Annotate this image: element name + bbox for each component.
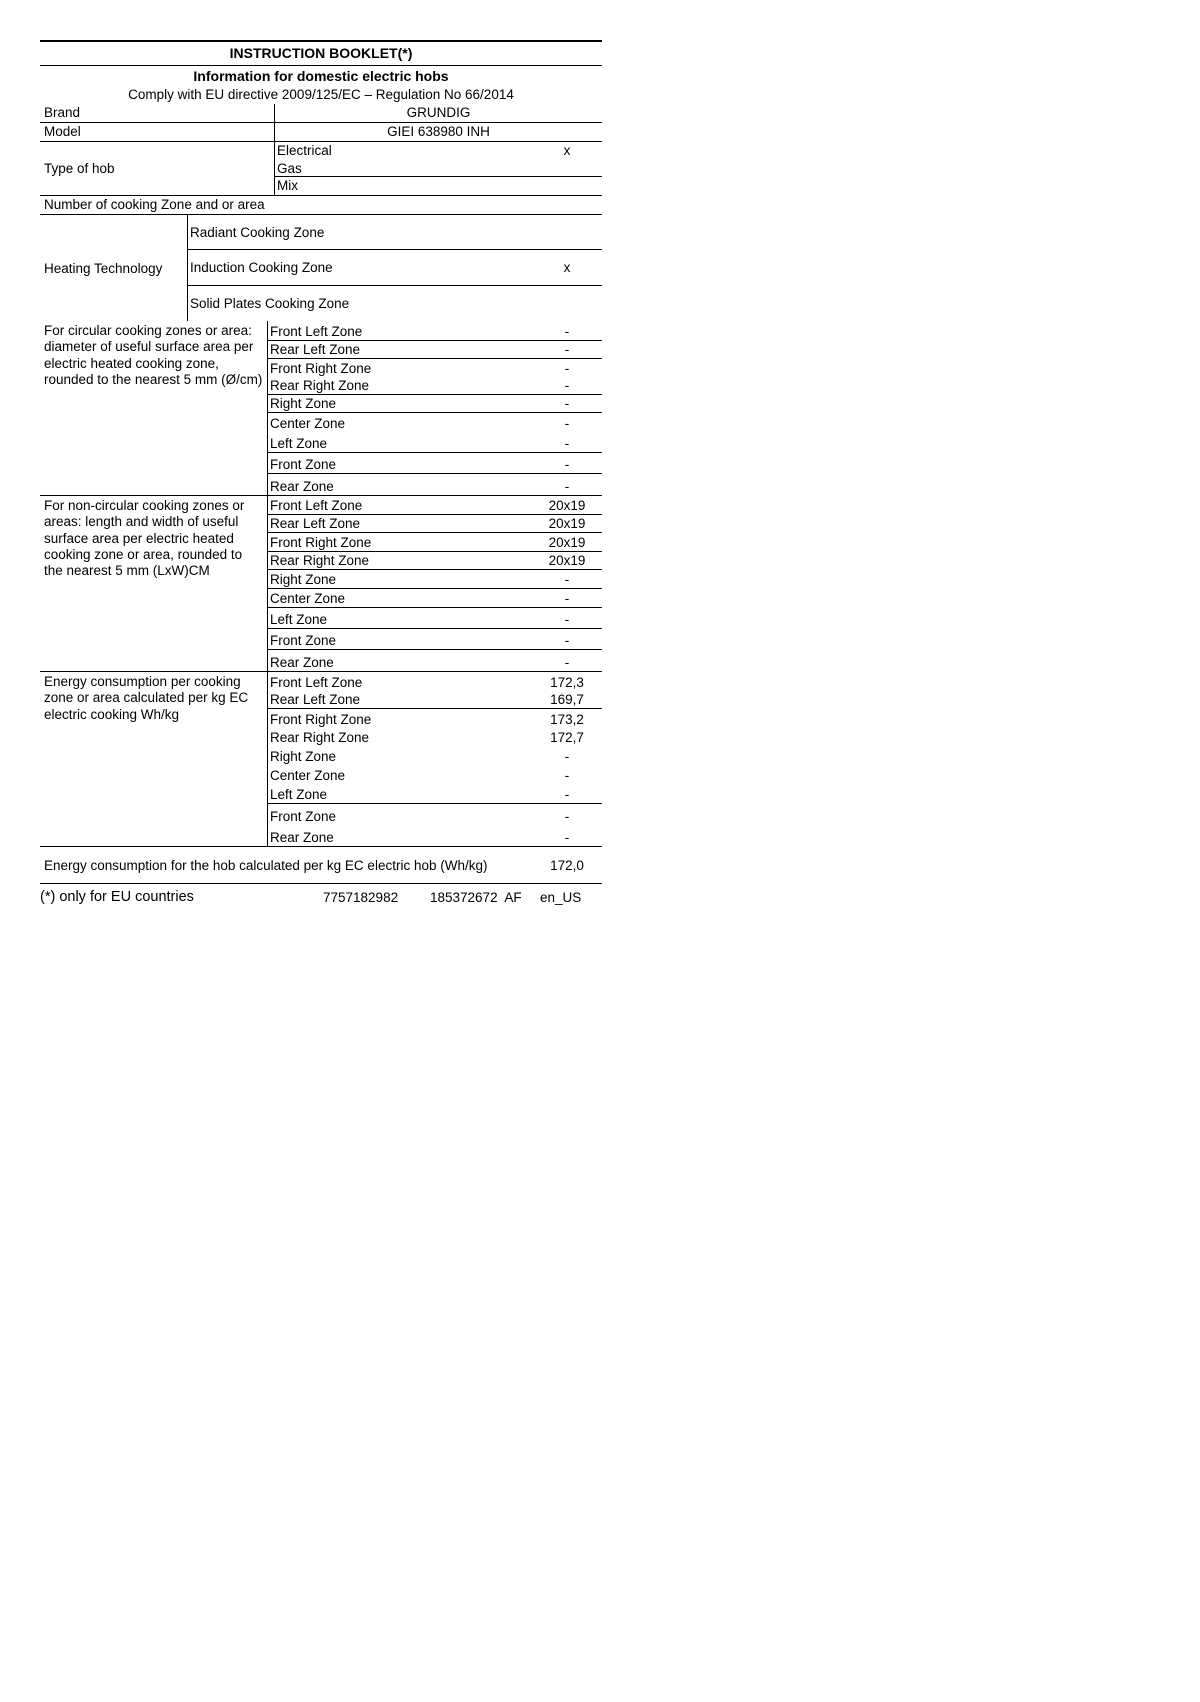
zone-value: 172,3 xyxy=(550,675,584,690)
zone-row xyxy=(268,453,602,474)
booklet-subtitle: Information for domestic electric hobs xyxy=(193,68,449,84)
heating-solid-plates xyxy=(188,286,602,321)
energy-zones-block xyxy=(40,672,602,846)
zones-count-label: Number of cooking Zone and or area xyxy=(44,197,265,212)
option-name: Mix xyxy=(277,178,298,194)
zone-value: - xyxy=(564,378,570,393)
zone-name: Right Zone xyxy=(270,572,337,587)
footer-code-1: 7757182982 xyxy=(323,889,399,905)
zone-row xyxy=(268,570,602,589)
energy-zones-label: Energy consumption per cooking zone or area calculated per kg EC electric cooking Wh/kg xyxy=(44,674,249,722)
zone-name: Left Zone xyxy=(270,436,328,451)
zone-name: Rear Left Zone xyxy=(270,692,361,707)
zone-name: Front Zone xyxy=(270,633,337,648)
option-mark xyxy=(532,160,602,177)
zone-value: - xyxy=(564,612,570,627)
zone-value: - xyxy=(564,830,570,845)
footer-note: (*) only for EU countries xyxy=(40,889,194,905)
zone-row xyxy=(268,533,602,552)
option-mark: x xyxy=(563,259,571,275)
zone-value: - xyxy=(564,396,570,411)
zone-name: Center Zone xyxy=(270,768,346,783)
zone-value: 172,7 xyxy=(550,730,584,745)
zone-row xyxy=(268,474,602,495)
circular-zones-block xyxy=(40,321,602,495)
zone-value: 20x19 xyxy=(548,553,586,568)
heating-options xyxy=(187,215,602,321)
circular-zones-label: For circular cooking zones or area: diameter of useful surface area per electric heated cooking zone, rounded to the nearest 5 mm (Ø/cm) xyxy=(44,323,263,387)
zone-name: Center Zone xyxy=(270,591,346,606)
zone-row xyxy=(268,804,602,825)
zone-name: Front Left Zone xyxy=(270,324,363,339)
zone-name: Right Zone xyxy=(270,396,337,411)
zone-value: - xyxy=(564,436,570,451)
total-energy-row xyxy=(40,847,602,883)
zone-name: Left Zone xyxy=(270,787,328,802)
hob-type-block xyxy=(40,142,602,195)
zone-name: Front Zone xyxy=(270,809,337,824)
zone-value: - xyxy=(564,591,570,606)
zone-name: Rear Zone xyxy=(270,830,334,845)
zone-row xyxy=(268,746,602,765)
brand-label: Brand xyxy=(44,105,81,120)
zone-value: 20x19 xyxy=(548,498,586,513)
zone-row xyxy=(268,432,602,453)
heating-technology-label: Heating Technology xyxy=(44,260,163,276)
zone-row xyxy=(268,691,602,709)
zone-row xyxy=(268,650,602,671)
zone-name: Left Zone xyxy=(270,612,328,627)
zone-value: - xyxy=(564,809,570,824)
heating-technology-block xyxy=(40,215,602,321)
hob-type-mix xyxy=(275,177,602,195)
footer xyxy=(40,884,602,910)
zone-value: - xyxy=(564,324,570,339)
zone-row xyxy=(268,496,602,515)
zone-row xyxy=(268,825,602,846)
noncircular-zones-label: For non-circular cooking zones or areas: length and width of useful surface area per electric heated cooking zone or area, rounded to the nearest 5 mm (LxW)CM xyxy=(44,498,245,579)
instruction-booklet xyxy=(40,40,602,910)
zone-name: Rear Right Zone xyxy=(270,553,370,568)
zone-name: Rear Right Zone xyxy=(270,730,370,745)
zone-row xyxy=(268,608,602,629)
option-mark: x xyxy=(563,143,571,158)
hob-type-label: Type of hob xyxy=(44,161,115,176)
brand-row xyxy=(40,104,602,122)
zone-row xyxy=(268,377,602,395)
option-mark xyxy=(532,177,602,195)
zone-name: Front Right Zone xyxy=(270,535,372,550)
zone-value: 169,7 xyxy=(550,692,584,707)
zone-name: Rear Right Zone xyxy=(270,378,370,393)
zone-row xyxy=(268,672,602,691)
total-energy-value: 172,0 xyxy=(550,857,584,873)
footer-locale: en_US xyxy=(540,889,582,905)
hob-type-electrical xyxy=(275,142,602,160)
zone-row xyxy=(268,589,602,608)
zone-row xyxy=(268,709,602,728)
zone-row xyxy=(268,515,602,533)
option-name: Radiant Cooking Zone xyxy=(190,224,325,240)
zone-row xyxy=(268,629,602,650)
model-value: GIEI 638980 INH xyxy=(274,123,602,141)
rule xyxy=(40,65,602,66)
zone-row xyxy=(268,552,602,570)
zone-name: Front Right Zone xyxy=(270,712,372,727)
zone-value: 20x19 xyxy=(548,535,586,550)
zone-value: - xyxy=(564,749,570,764)
footer-code-2: 185372672 AF xyxy=(430,889,522,905)
option-name: Gas xyxy=(277,160,302,176)
circular-zones-list xyxy=(267,321,602,495)
zone-name: Right Zone xyxy=(270,749,337,764)
directive-text: Comply with EU directive 2009/125/EC – Regulation No 66/2014 xyxy=(128,87,514,102)
zone-name: Rear Zone xyxy=(270,479,334,494)
zone-row xyxy=(268,765,602,784)
brand-value: GRUNDIG xyxy=(274,104,602,122)
model-label: Model xyxy=(44,124,81,139)
noncircular-zones-list xyxy=(267,496,602,671)
zone-value: - xyxy=(564,787,570,802)
energy-zones-list xyxy=(267,672,602,846)
zone-value: - xyxy=(564,416,570,431)
zone-row xyxy=(268,341,602,359)
zone-row xyxy=(268,359,602,377)
zone-value: - xyxy=(564,655,570,670)
noncircular-zones-block xyxy=(40,496,602,671)
hob-type-options xyxy=(274,142,602,195)
zone-name: Rear Left Zone xyxy=(270,516,361,531)
zone-row xyxy=(268,784,602,804)
zone-name: Center Zone xyxy=(270,416,346,431)
option-name: Solid Plates Cooking Zone xyxy=(190,295,350,311)
booklet-title: INSTRUCTION BOOKLET(*) xyxy=(229,45,413,61)
zone-name: Front Left Zone xyxy=(270,498,363,513)
zone-row xyxy=(268,728,602,746)
zone-value: 173,2 xyxy=(550,712,584,727)
model-row xyxy=(40,123,602,141)
zone-row xyxy=(268,395,602,413)
zone-row xyxy=(268,413,602,432)
zone-name: Front Right Zone xyxy=(270,361,372,376)
zone-row xyxy=(268,321,602,341)
option-name: Electrical xyxy=(277,143,332,158)
heating-induction xyxy=(188,250,602,285)
hob-type-gas xyxy=(275,160,602,178)
total-energy-label: Energy consumption for the hob calculated per kg EC electric hob (Wh/kg) xyxy=(44,857,488,873)
zone-value: - xyxy=(564,457,570,472)
zone-value: - xyxy=(564,361,570,376)
zone-value: - xyxy=(564,342,570,357)
zone-value: - xyxy=(564,572,570,587)
zone-value: - xyxy=(564,633,570,648)
zone-value: - xyxy=(564,768,570,783)
zone-value: - xyxy=(564,479,570,494)
zone-name: Rear Zone xyxy=(270,655,334,670)
zone-name: Front Left Zone xyxy=(270,675,363,690)
option-name: Induction Cooking Zone xyxy=(190,259,333,275)
zone-name: Front Zone xyxy=(270,457,337,472)
heating-radiant xyxy=(188,215,602,250)
zone-value: 20x19 xyxy=(548,516,586,531)
zone-name: Rear Left Zone xyxy=(270,342,361,357)
